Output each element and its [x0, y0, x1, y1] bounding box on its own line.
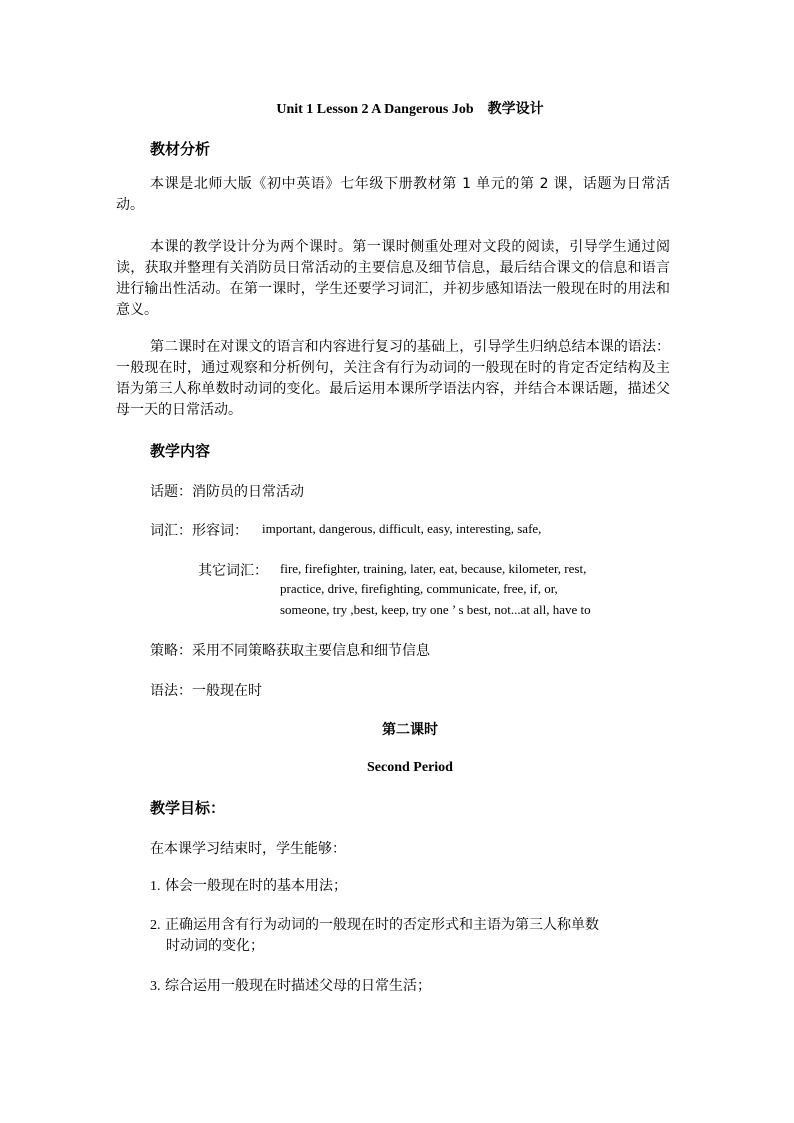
- other-vocab-line-1: fire, firefighter, training, later, eat, because, kilometer, rest,: [280, 561, 587, 576]
- objective-item-1: [150, 876, 670, 897]
- section-heading-teaching-content: 教学内容: [150, 442, 211, 460]
- list-number: 1.: [150, 879, 161, 894]
- list-text: 体会一般现在时的基本用法；: [164, 878, 347, 894]
- section-heading-objectives: 教学目标：: [150, 799, 226, 817]
- paragraph-intro: 本课是北师大版《初中英语》七年级下册教材第 1 单元的第 2 课，话题为日常活动。: [116, 176, 670, 213]
- topic-line: 话题：消防员的日常活动: [150, 484, 304, 500]
- objective-item-3: [150, 976, 670, 997]
- other-vocab-line-3: someone, try ,best, keep, try one ’ s best, not...at all, have to: [280, 602, 591, 617]
- section-heading-material-analysis: 教材分析: [150, 140, 211, 158]
- vocab-adjectives: important, dangerous, difficult, easy, interesting, safe,: [262, 521, 542, 536]
- list-text-continued: 时动词的变化；: [166, 938, 264, 954]
- list-text: 正确运用含有行为动词的一般现在时的否定形式和主语为第三人称单数: [164, 917, 599, 933]
- other-vocab-line-2: practice, drive, firefighting, communicate, free, if, or,: [280, 581, 558, 596]
- grammar-line: 语法：一般现在时: [150, 683, 262, 699]
- list-text: 综合运用一般现在时描述父母的日常生活；: [164, 978, 431, 994]
- objective-item-2: [150, 915, 670, 957]
- vocab-label: 词汇：形容词：: [150, 523, 248, 539]
- period-title-cn: 第二课时: [382, 722, 438, 738]
- paragraph-second-period: 第二课时在对课文的语言和内容进行复习的基础上，引导学生归纳总结本课的语法：一般现在时，通过观察和分析例句，关注含有行为动词的一般现在时的肯定否定结构及主语为第三人称单数时动词的变化。最后运用本课所学语法内容，并结合本课话题，描述父母一天的日常活动。: [116, 339, 670, 418]
- objectives-intro: 在本课学习结束时，学生能够：: [150, 841, 346, 857]
- strategy-line: 策略：采用不同策略获取主要信息和细节信息: [150, 643, 430, 659]
- paragraph-lesson-design: 本课的教学设计分为两个课时。第一课时侧重处理对文段的阅读，引导学生通过阅读，获取并整理有关消防员日常活动的主要信息及细节信息，最后结合课文的信息和语言进行输出性活动。在第一课时，学生还要学习词汇，并初步感知语法一般现在时的用法和意义。: [116, 239, 670, 318]
- period-title-en: Second Period: [367, 760, 453, 775]
- list-number: 2.: [150, 918, 161, 933]
- document-title: Unit 1 Lesson 2 A Dangerous Job 教学设计: [276, 102, 544, 117]
- other-vocab-label: 其它词汇：: [198, 563, 268, 579]
- list-number: 3.: [150, 979, 161, 994]
